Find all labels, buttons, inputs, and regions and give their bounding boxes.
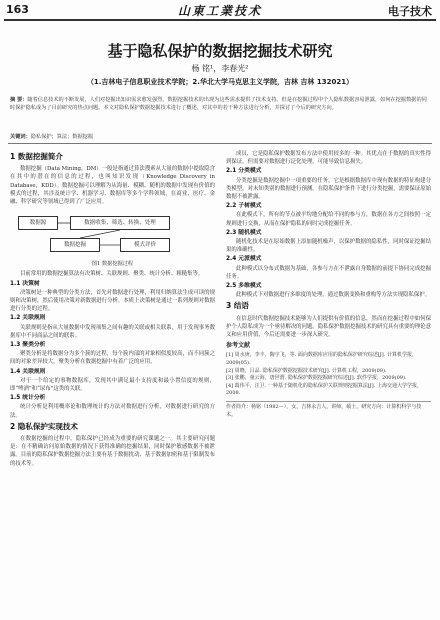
paragraph: 在此模式下，所有的节点被平均地分配给不同的参与方，数据在各方之间按照一定规则进行交换，从而在保护隐私的同时完成挖掘任务。: [226, 212, 431, 227]
subsection-heading: 1.2 关联规则: [10, 315, 46, 322]
reference-item: [1] 周水庚，李丰，陶宇飞，等. 面向数据库应用的隐私保护研究综述[J]. 计算机学报，2009(05).: [226, 352, 417, 367]
abstract: [10, 96, 430, 112]
section-heading: 3 结语: [226, 301, 249, 311]
subsection-heading: 2.2 子树模式: [226, 203, 262, 210]
subsection-heading: 2.1 分类模式: [226, 168, 262, 175]
keywords-text: 隐私保护；算法；数据挖掘: [30, 134, 94, 140]
journal-name: 山東工業技术: [178, 4, 263, 18]
subsection-heading: 2.5 多维模式: [226, 283, 262, 290]
subsection-heading: 1.1 决策树: [10, 280, 40, 287]
subsection-heading: 1.3 聚类分析: [10, 342, 46, 349]
subsection-heading: 1.5 统计分析: [10, 395, 46, 402]
page-header: [0, 0, 440, 22]
paragraph: 此种模式下对数据进行多维度的处理，通过数据变换和重构等方法实现隐私保护。: [236, 292, 431, 299]
keywords: [10, 133, 430, 140]
figure-box-prepare: 数据收集、筛选、转换、处理: [70, 216, 170, 230]
figure-arrows: [10, 210, 215, 258]
subsection-heading: 2.4 元派模式: [226, 256, 262, 263]
section-heading: 2 隐私保护实现技术: [10, 421, 78, 431]
reference-item: [4] 葛伟平，汪卫. 一种基于随机化的隐私保护关联规则挖掘算法[J]. 上海交通大学学报，2008.: [226, 382, 422, 397]
abstract-label: 摘 要：: [10, 97, 28, 103]
keywords-label: 关键词：: [10, 134, 31, 140]
paragraph: 在数据挖掘的过程中，隐私保护已经成为重要的研究课题之一。其主要研究问题是：在不精确访问原始数据的情况下获得准确的挖掘结果，同时保护敏感数据不被泄露。目前的隐私保护数据挖掘方法主要有基于数据扰动、基于数据加密和基于限制发布的技术等。: [10, 436, 215, 467]
figure-caption: 图1 数据挖掘过程: [91, 261, 134, 268]
paragraph: 关联规则是指从大量数据中发现项集之间有趣的关联或相关联系，用于发现事务数据库中不同商品之间的联系。: [10, 324, 215, 339]
reference-item: [2] 周晓，吕品. 隐私保护数据挖掘技术研究[J]. 计算机工程，2009(09).: [226, 367, 387, 374]
figure-box-source: 数据源: [18, 216, 58, 230]
paragraph: 聚类分析是将数据分为多个簇的过程，每个簇内部的对象相似度较高，而不同簇之间的对象差异较大。聚类分析在数据挖掘中有着广泛的应用。: [10, 351, 215, 366]
right-column: [226, 150, 431, 419]
figure-process: [10, 210, 215, 258]
paragraph: 分类挖掘是数据挖掘中一项重要的任务，它是根据数据库中现有数据的特征构建分类模型，对未知类别的数据进行预测。在隐私保护条件下进行分类挖掘，需要保证原始数据不被泄露。: [226, 177, 431, 201]
header-rule: [4, 19, 436, 21]
references-list: [226, 352, 431, 398]
section-heading: 1 数据挖掘简介: [10, 152, 63, 161]
paragraph: 决策树是一种典型的分类方法，首先对数据进行处理，利用归纳算法生成可读的规则和决策树，然后使用决策对新数据进行分析。本质上决策树是通过一系列规则对数据进行分类的过程。: [10, 289, 215, 313]
paragraph: 目前常用的数据挖掘算法有决策树、关联规则、聚类、统计分析、粗糙集等。: [20, 271, 204, 278]
paragraph: 数据挖掘（Data Mining，DM）一般是指通过算法搜索从大量的数据中提取隐含在其中的潜在的信息的过程，也叫知识发现（Knowledge Discovery in Database，KDD）。数据挖掘可以理解为从海量、模糊、随机的数据中发现有价值的模式的过程，其涉及统计学、机器学习、数据库等多个学科领域，在商业、医疗、金融、科学研究等领域已得到了广泛应用。: [10, 166, 215, 206]
article-title: 基于隐私保护的数据挖掘技术研究: [107, 42, 333, 60]
abstract-text: 随着信息技术的不断发展，人们对挖掘出知识需求愈发强烈，数据挖掘技术的出现为这些需求提供了技术支持。但是在挖掘过程中个人隐私数据容易泄露，如何在挖掘数据的同时保护隐私成为了目前研究的热点问题。本文对隐私保护数据挖掘技术进行了概述，对其中的若干种方法进行分析，并探讨了今后的研究方向。: [10, 97, 427, 111]
article-authors: 杨 铭¹，李春光²: [191, 64, 249, 73]
abstract-rule: [8, 143, 432, 144]
paragraph: 对于一个给定的事物数据库，发现其中满足最小支持度和最小置信度的规则，即“啤酒”和“尿布”这类的关联。: [10, 377, 215, 393]
references-heading: 参考文献: [226, 342, 251, 350]
paragraph: 成员，它是隐私保护数据发布方法中使用较多的一种。其优点在于数据的真实性得到保证，但需要对数据进行泛化处理，可能导致信息损失。: [226, 151, 431, 166]
paragraph: 统计分析是利用概率论和数理统计的方法对数据进行分析，对数据进行研究的方法。: [10, 404, 215, 419]
author-bio: 作者简介：杨铭（1982—），女，吉林永吉人，讲师，硕士，研究方向：计算机科学与技术。: [226, 401, 431, 419]
paragraph: 在信息时代数据挖掘技术能够为人们提供有价值的信息，然而在挖掘过程中如何保护个人隐私成为一个亟待解决的问题。隐私保护数据挖掘技术的研究具有重要的理论意义和应用价值，今后还需要进一步深入研究。: [226, 315, 431, 339]
subsection-heading: 1.4 关联规则: [10, 368, 46, 375]
subsection-heading: 2.3 随机模式: [226, 229, 262, 236]
paragraph: 此种模式以分布式数据为基础，各参与方在不泄露自身数据的前提下协同完成挖掘任务。: [226, 265, 431, 280]
figure-box-mining: 数据挖掘: [50, 238, 100, 252]
article-affiliation: （1.吉林电子信息职业技术学院；2.华北大学马克思主义学院，吉林 吉林 132021）: [86, 78, 354, 86]
reference-item: [3] 张鹏，童云海，唐世渭. 隐私保护数据挖掘研究综述[J]. 软件学报，2009(09).: [226, 375, 407, 382]
figure-box-evaluate: 模式评价: [120, 238, 170, 252]
paragraph: 随机化技术是在原始数据上添加随机噪声，以保护数据的隐私性，同时保证挖掘结果的准确性。: [226, 239, 431, 254]
page-number: 163: [6, 3, 29, 16]
left-column: [10, 150, 215, 468]
section-name: 电子技术: [388, 5, 432, 18]
